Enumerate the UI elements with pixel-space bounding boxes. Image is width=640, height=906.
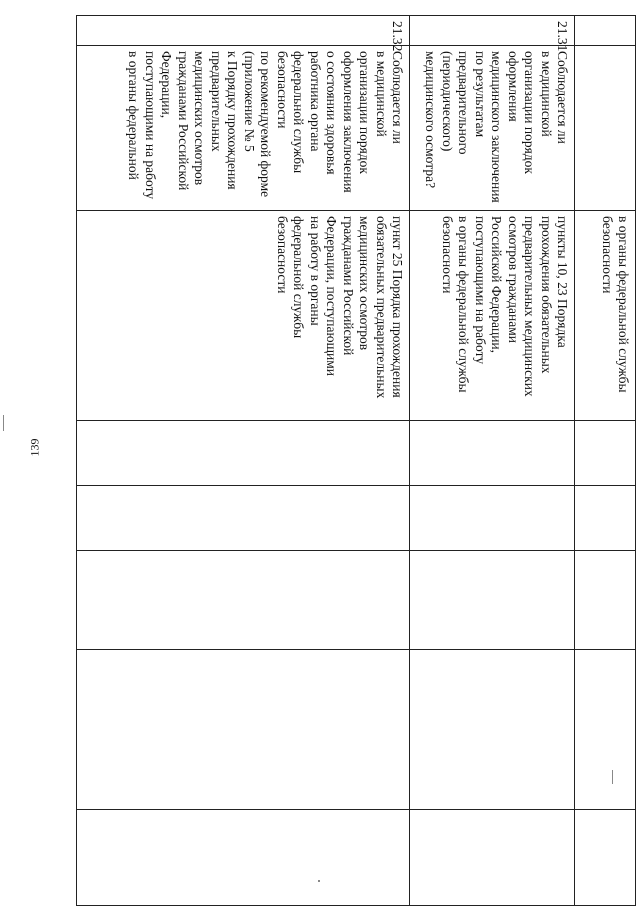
- reference-line: медицинских осмотров: [357, 216, 373, 351]
- question-line: медицинских осмотров: [192, 51, 208, 186]
- inspection-checklist-table: [76, 15, 636, 906]
- answer-cell: [575, 810, 636, 906]
- question-line: гражданами Российской: [175, 51, 191, 191]
- answer-cell: [575, 650, 636, 810]
- answer-cell: [77, 650, 410, 810]
- answer-cell: [410, 486, 575, 551]
- reference-line: пункты 10, 23 Порядка: [555, 216, 570, 348]
- table-row: [77, 16, 410, 906]
- reference-line: осмотров гражданами: [505, 216, 521, 343]
- reference-line: федеральной службы: [291, 216, 307, 339]
- table-row: [410, 16, 575, 906]
- reference-line: гражданами Российской: [340, 216, 356, 356]
- question-line: в медицинской: [538, 51, 554, 137]
- question-line: оформления заключения: [340, 51, 356, 193]
- question-line: Соблюдается ли: [390, 51, 405, 144]
- item-number-cell: [575, 16, 636, 46]
- reference-line: поступающими на работу: [472, 216, 488, 365]
- question-line: о состоянии здоровья: [324, 51, 340, 175]
- question-cell: [410, 46, 575, 211]
- question-line: предварительного: [456, 51, 472, 155]
- table-row: [575, 16, 636, 906]
- question-line: работника органа: [307, 51, 323, 152]
- reference-line: Российской Федерации,: [489, 216, 505, 354]
- item-number-cell: 21.32: [77, 16, 410, 46]
- question-line: в медицинской: [373, 51, 389, 137]
- question-line: предварительных: [208, 51, 224, 152]
- reference-line: на работу в органы: [307, 216, 323, 326]
- table-body: [77, 16, 636, 906]
- question-line: (периодического): [439, 51, 455, 152]
- page-number: 139: [27, 438, 42, 457]
- question-line: Федерации,: [159, 51, 175, 119]
- reference-line: в органы федеральной службы: [616, 216, 631, 393]
- answer-cell: [575, 421, 636, 486]
- item-number-cell: 21.31: [410, 16, 575, 46]
- question-line: по рекомендуемой форме: [258, 51, 274, 198]
- answer-cell: [77, 486, 410, 551]
- question-cell: [77, 46, 410, 211]
- question-line: медицинского заключения: [489, 51, 505, 203]
- answer-cell: [77, 551, 410, 650]
- question-line: федеральной службы: [291, 51, 307, 174]
- question-line: поступающими на работу: [142, 51, 158, 200]
- question-cell: [575, 46, 636, 211]
- question-line: (приложение № 5: [241, 51, 257, 152]
- reference-line: безопасности: [274, 216, 290, 294]
- reference-line: обязательных предварительных: [373, 216, 389, 399]
- reference-line: предварительных медицинских: [522, 216, 538, 397]
- answer-cell: [77, 810, 410, 906]
- question-line: оформления: [505, 51, 521, 122]
- reference-line: Федерации, поступающими: [324, 216, 340, 376]
- legal-reference-cell: [575, 211, 636, 421]
- question-line: безопасности: [274, 51, 290, 129]
- reference-line: безопасности: [439, 216, 455, 294]
- question-line: к Порядку прохождения: [225, 51, 241, 190]
- question-line: Соблюдается ли: [555, 51, 570, 144]
- question-line: по результатам: [472, 51, 488, 138]
- answer-cell: [410, 650, 575, 810]
- question-line: организации порядок: [357, 51, 373, 174]
- answer-cell: [575, 486, 636, 551]
- answer-cell: [575, 551, 636, 650]
- rotated-page-content: [76, 15, 636, 905]
- question-line: медицинского осмотра?: [423, 51, 439, 189]
- legal-reference-cell: [410, 211, 575, 421]
- scan-edge-mark: [3, 415, 4, 431]
- reference-line: безопасности: [599, 216, 615, 294]
- reference-line: в органы федеральной службы: [456, 216, 472, 393]
- answer-cell: [410, 810, 575, 906]
- answer-cell: [77, 421, 410, 486]
- answer-cell: [410, 421, 575, 486]
- question-line: в органы федеральной: [126, 51, 142, 180]
- reference-line: прохождения обязательных: [538, 216, 554, 374]
- answer-cell: [410, 551, 575, 650]
- legal-reference-cell: [77, 211, 410, 421]
- question-line: организации порядок: [522, 51, 538, 174]
- reference-line: пункт 25 Порядка прохождения: [390, 216, 405, 398]
